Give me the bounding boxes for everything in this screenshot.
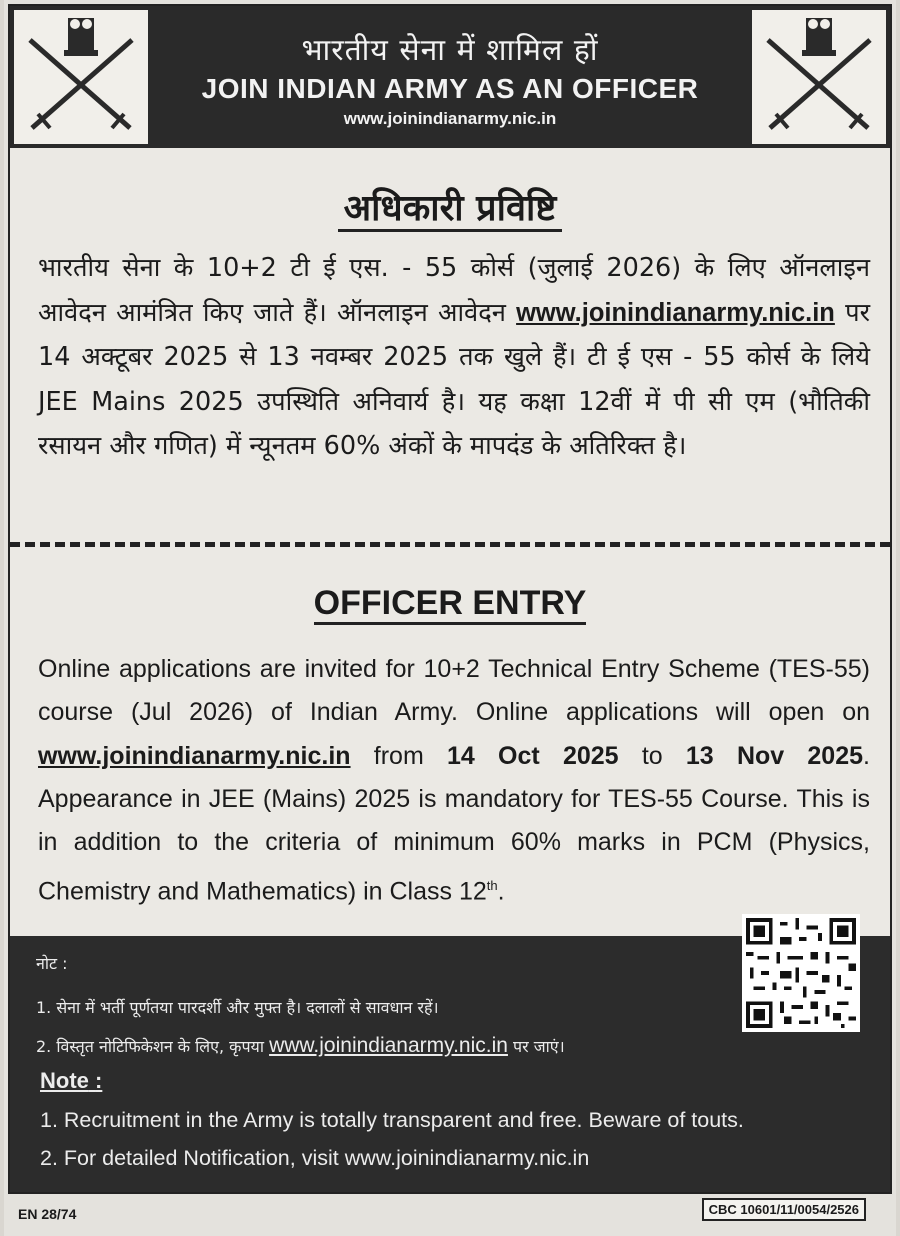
hindi-text-1: भारतीय सेना के 10+2 टी ई एस. - 55 कोर्स (जुलाई 2026) के लिए ऑनलाइन आवेदन आमंत्रित किए जाते हैं। ऑनलाइन आवेदन: [38, 253, 870, 328]
superscript-th: th: [486, 878, 498, 894]
english-text-2: . Appearance in JEE (Mains) 2025 is mandatory for TES-55 Course. This is in addition to the criteria of minimum 60% marks in PCM (Physics, Chemistry and Mathematics) in Class 12: [38, 741, 870, 906]
note-hindi-2-prefix: 2. विस्तृत नोटिफिकेशन के लिए, कृपया: [36, 1037, 264, 1056]
hindi-heading: [10, 182, 890, 231]
english-paragraph: [38, 648, 870, 914]
english-heading: [10, 584, 890, 623]
qr-code-icon[interactable]: [742, 914, 860, 1032]
hindi-title: भारतीय सेना में शामिल हों: [301, 33, 599, 68]
to-word: to: [641, 741, 663, 770]
hindi-text-2: पर 14 अक्टूबर 2025 से 13 नवम्बर 2025 तक खुले हैं। टी ई एस - 55 कोर्स के लिये JEE Mains 2025 उपस्थिति अनिवार्य है। यह कक्षा 12वीं में पी सी एम (भौतिकी रसायन और गणित) में न्यूनतम 60% अंकों के मापदंड के अतिरिक्त है।: [38, 297, 871, 461]
header-banner: [10, 6, 890, 148]
note-hindi-2-suffix: पर जाएं।: [513, 1037, 565, 1056]
note-english-label: [40, 1068, 102, 1094]
header-titles: [160, 28, 740, 129]
hindi-url-link[interactable]: www.joinindianarmy.nic.in: [516, 298, 835, 327]
notes-panel: [10, 936, 890, 1192]
english-title: JOIN INDIAN ARMY AS AN OFFICER: [201, 73, 699, 104]
note-hindi-item-1: 1. सेना में भर्ती पूर्णतया पारदर्शी और मुफ्त है। दलालों से सावधान रहें।: [36, 998, 439, 1017]
note-english-item-2: 2. For detailed Notification, visit www.joinindianarmy.nic.in: [40, 1146, 590, 1170]
note-hindi-item-2: [36, 1034, 565, 1058]
footer-code-left: EN 28/74: [18, 1206, 77, 1222]
start-date: 14 Oct 2025: [447, 741, 619, 770]
army-crest-icon: [14, 10, 148, 144]
note-english-item-1: 1. Recruitment in the Army is totally transparent and free. Beware of touts.: [40, 1108, 744, 1132]
end-date: 13 Nov 2025: [685, 741, 864, 770]
section-divider: [10, 542, 890, 547]
note-english-label-colon: :: [95, 1068, 103, 1093]
newspaper-page: [4, 0, 896, 1236]
english-text-1: Online applications are invited for 10+2 Technical Entry Scheme (TES-55) course (Jul 2026) of Indian Army. Online applications will open on: [38, 655, 870, 727]
footer-code-right: CBC 10601/11/0054/2526: [702, 1198, 866, 1221]
english-url-link[interactable]: www.joinindianarmy.nic.in: [38, 741, 351, 770]
army-crest-icon: [752, 10, 886, 144]
from-word: from: [373, 741, 424, 770]
english-text-end: .: [497, 877, 505, 906]
note-english-label-text: Note: [40, 1068, 89, 1093]
header-website[interactable]: www.joinindianarmy.nic.in: [343, 109, 557, 128]
english-heading-text: OFFICER ENTRY: [314, 584, 587, 625]
note-hindi-url-link[interactable]: www.joinindianarmy.nic.in: [269, 1034, 508, 1057]
hindi-paragraph: [38, 246, 870, 469]
hindi-heading-text: अधिकारी प्रविष्टि: [338, 187, 563, 232]
advertisement-frame: [8, 4, 892, 1194]
note-hindi-label: नोट :: [36, 954, 68, 973]
